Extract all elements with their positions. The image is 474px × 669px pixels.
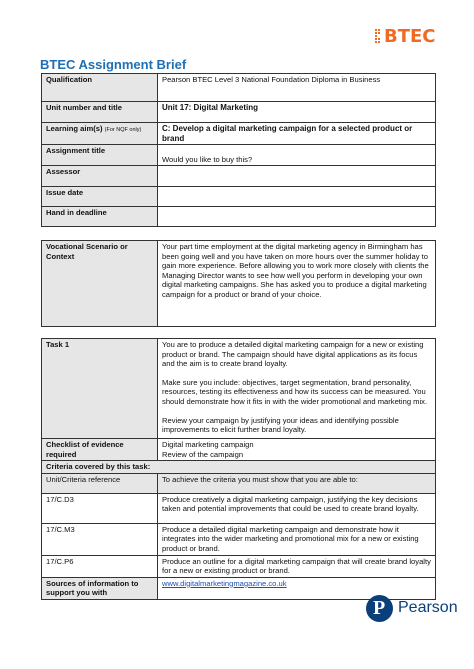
criteria-ref-header: Unit/Criteria reference (42, 473, 158, 493)
aims-row (42, 123, 436, 145)
assessor-value (158, 166, 436, 187)
btec-logo-mark-icon (374, 28, 384, 46)
assignment-row (42, 145, 436, 166)
aims-label-cell (42, 123, 158, 145)
task-paragraph: Review your campaign by justifying your ideas and identifying possible improvements to elicit further brand loyalty. (162, 415, 399, 435)
checklist-row (42, 439, 436, 461)
task-description (158, 339, 436, 439)
hand-in-label: Hand in deadline (42, 207, 158, 227)
unit-label: Unit number and title (42, 102, 158, 123)
assignment-value: Would you like to buy this? (158, 145, 436, 166)
scenario-label: Vocational Scenario or Context (42, 241, 158, 327)
hand-in-value (158, 207, 436, 227)
checklist-label: Checklist of evidence required (42, 439, 158, 461)
checklist-item: Review of the campaign (162, 449, 244, 459)
criteria-text: Produce a detailed digital marketing campaign and demonstrate how it integrates into the wider marketing and promotional mix for a new or existing product or brand. (158, 523, 436, 555)
criteria-text: Produce an outline for a digital marketing campaign that will create brand loyalty for a new or existing product or brand. (158, 555, 436, 577)
issue-date-row (42, 187, 436, 207)
sources-cell (158, 577, 436, 599)
pearson-logo-text: Pearson (398, 599, 458, 616)
btec-logo-text: BTEC (384, 26, 436, 47)
pearson-logo-circle-icon (366, 595, 393, 622)
criteria-ref: 17/C.D3 (42, 493, 158, 523)
aims-value: C: Develop a digital marketing campaign for a selected product or brand (158, 123, 436, 145)
checklist-item: Digital marketing campaign (162, 440, 254, 449)
criteria-row (42, 555, 436, 577)
criteria-heading-row (42, 461, 436, 474)
criteria-row (42, 493, 436, 523)
pearson-logo-letter: P (373, 597, 386, 619)
assessor-label: Assessor (42, 166, 158, 187)
aims-label: Learning aim(s) (46, 124, 103, 133)
issue-date-label: Issue date (42, 187, 158, 207)
sources-link[interactable]: www.digitalmarketingmagazine.co.uk (162, 578, 287, 588)
unit-row (42, 102, 436, 123)
criteria-header-row (42, 473, 436, 493)
assessor-row (42, 166, 436, 187)
criteria-intro: To achieve the criteria you must show that you are able to: (158, 473, 436, 493)
criteria-heading: Criteria covered by this task: (42, 461, 436, 474)
task-label: Task 1 (42, 339, 158, 439)
qualification-label: Qualification (42, 74, 158, 102)
scenario-text: Your part time employment at the digital marketing agency in Birmingham has been going well and you have taken on more hours over the summer holiday to gain more experience. Before allowing you to work more closely with clients the Managing Director wants to see how well you perform in developing your own digital marketing campaigns. She has asked you to produce a digital marketing campaign for a product or brand of your choice. (158, 241, 436, 327)
aims-note: (For NQF only) (104, 127, 142, 133)
page-title: BTEC Assignment Brief (40, 57, 187, 72)
task-row (42, 339, 436, 439)
criteria-text: Produce creatively a digital marketing campaign, justifying the key decisions taken and potential improvements that could be used to create brand loyalty. (158, 493, 436, 523)
task-paragraph: Make sure you include: objectives, target segmentation, brand personality, resources, testing its effectiveness and how its success can be measured. You should demonstrate how it fits in with the wider promotional and marketing mix. (162, 377, 428, 406)
sources-label: Sources of information to support you with (42, 577, 158, 599)
criteria-ref: 17/C.M3 (42, 523, 158, 555)
issue-date-value (158, 187, 436, 207)
qualification-value: Pearson BTEC Level 3 National Foundation Diploma in Business (158, 74, 436, 102)
unit-value: Unit 17: Digital Marketing (158, 102, 436, 123)
scenario-row (42, 241, 436, 327)
assignment-label: Assignment title (42, 145, 158, 166)
hand-in-row (42, 207, 436, 227)
scenario-table (41, 240, 436, 327)
brief-details-table (41, 73, 436, 227)
criteria-row (42, 523, 436, 555)
checklist-items (158, 439, 436, 461)
task-paragraph: You are to produce a detailed digital marketing campaign for a new or existing product or brand. The campaign should have digital applications as its focus and the aim is to create brand loyalty. (162, 340, 424, 369)
criteria-ref: 17/C.P6 (42, 555, 158, 577)
task-table (41, 338, 436, 600)
qualification-row (42, 74, 436, 102)
